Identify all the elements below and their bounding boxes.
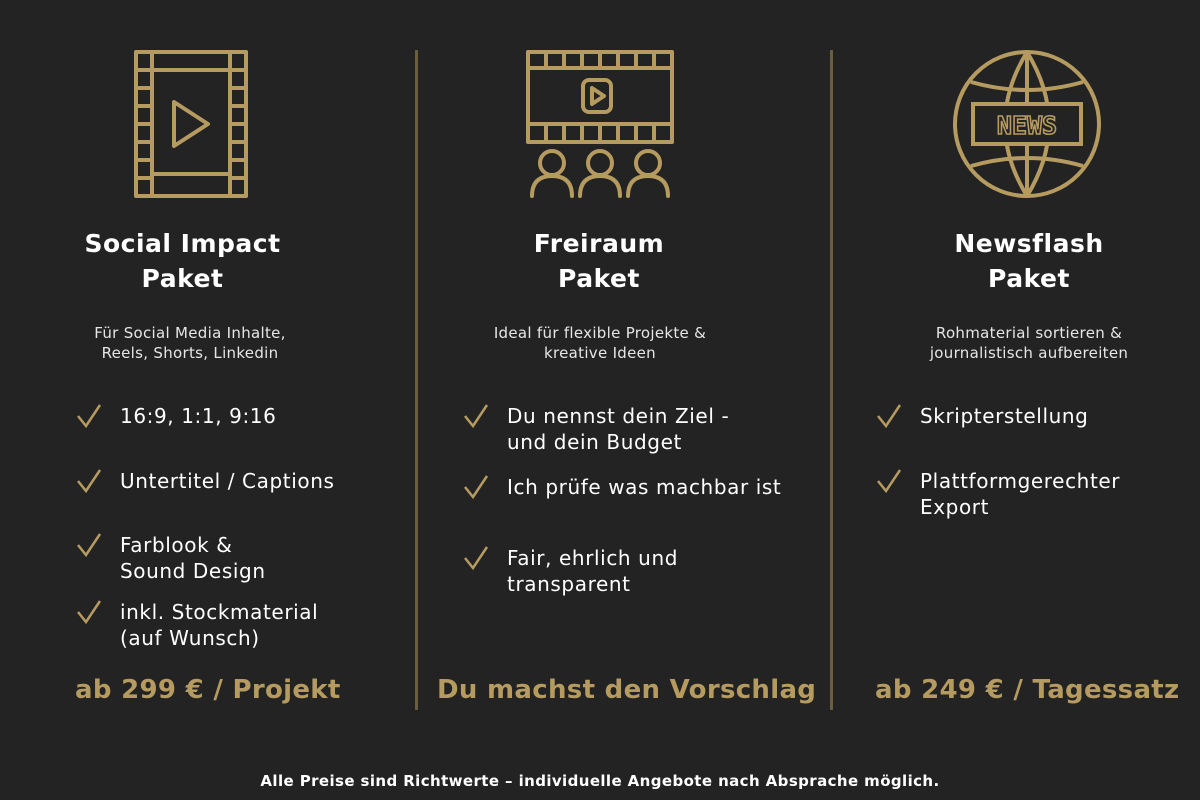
news-icon-text: NEWS — [996, 111, 1058, 140]
feature-item: inkl. Stockmaterial (auf Wunsch) — [120, 600, 319, 650]
checkmark-icon — [75, 531, 103, 559]
price-label: ab 299 € / Projekt — [75, 675, 341, 705]
package-title: Freiraum Paket — [533, 229, 665, 293]
pricing-footnote: Alle Preise sind Richtwerte – individuelle Angebote nach Absprache möglich. — [260, 772, 940, 790]
package-title: Social Impact Paket — [84, 229, 281, 293]
feature-item: Farblook & Sound Design — [120, 533, 266, 583]
checkmark-icon — [75, 467, 103, 495]
checkmark-icon — [462, 473, 490, 501]
checkmark-icon — [875, 467, 903, 495]
checkmark-icon — [875, 402, 903, 430]
feature-item: Fair, ehrlich und transparent — [507, 546, 679, 596]
feature-item: Skripterstellung — [920, 404, 1089, 428]
package-title: Newsflash Paket — [954, 229, 1104, 293]
package-freiraum — [418, 0, 830, 740]
price-label: Du machst den Vorschlag — [437, 675, 817, 705]
feature-item: 16:9, 1:1, 9:16 — [120, 404, 277, 428]
globe-news-icon — [951, 48, 1103, 200]
package-subtitle: Ideal für flexible Projekte & kreative Ideen — [493, 324, 707, 362]
checkmark-icon — [75, 598, 103, 626]
film-strip-play-icon — [130, 48, 252, 200]
package-subtitle: Rohmaterial sortieren & journalistisch aufbereiten — [929, 324, 1129, 362]
price-label: ab 249 € / Tagessatz — [875, 675, 1180, 705]
package-social-impact — [0, 0, 415, 740]
feature-item: Ich prüfe was machbar ist — [507, 475, 782, 499]
cinema-audience-icon — [524, 48, 676, 200]
checkmark-icon — [462, 544, 490, 572]
package-newsflash — [833, 0, 1200, 740]
checkmark-icon — [462, 402, 490, 430]
feature-item: Plattformgerechter Export — [920, 469, 1121, 519]
feature-item: Untertitel / Captions — [120, 469, 335, 493]
package-subtitle: Für Social Media Inhalte, Reels, Shorts, Linkedin — [94, 324, 286, 362]
feature-item: Du nennst dein Ziel - und dein Budget — [507, 404, 730, 454]
checkmark-icon — [75, 402, 103, 430]
